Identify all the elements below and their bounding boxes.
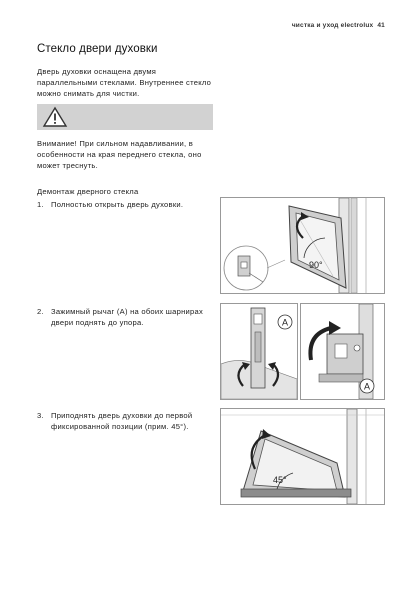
page-title: Стекло двери духовки (37, 43, 158, 55)
page-number: 41 (377, 22, 385, 29)
warning-text: Внимание! При сильном надавливании, в особенности на края переднего стекла, оно может треснуть. (37, 139, 202, 170)
label-a-1: A (282, 317, 289, 328)
warning-bar (37, 104, 213, 130)
step-text: Приподнять дверь духовки до первой фиксированной позиции (прим. 45°). (51, 411, 193, 431)
figure-door-45 (220, 408, 385, 505)
label-a-2: A (364, 381, 371, 392)
header-text: чистка и уход electrolux (291, 22, 374, 29)
step-text: Зажимный рычаг (A) на обоих шарнирах двери поднять до упора. (51, 307, 204, 327)
intro-paragraph: Дверь духовки оснащена двумя параллельными стеклами. Внутреннее стекло можно снимать для чистки. (37, 67, 212, 98)
step-number: 1. (37, 200, 44, 209)
figure-lever-raised (300, 303, 385, 400)
figure-door-open-90 (220, 197, 385, 294)
step-number: 3. (37, 411, 44, 420)
step-text: Полностью открыть дверь духовки. (51, 200, 184, 209)
warning-triangle-icon (42, 106, 68, 128)
angle-label-45: 45° (273, 475, 287, 485)
figure-hinge-lever (220, 303, 298, 400)
page-header (292, 22, 385, 29)
angle-label-90: 90° (309, 260, 323, 270)
removal-heading: Демонтаж дверного стекла (37, 187, 139, 196)
step-number: 2. (37, 307, 44, 316)
